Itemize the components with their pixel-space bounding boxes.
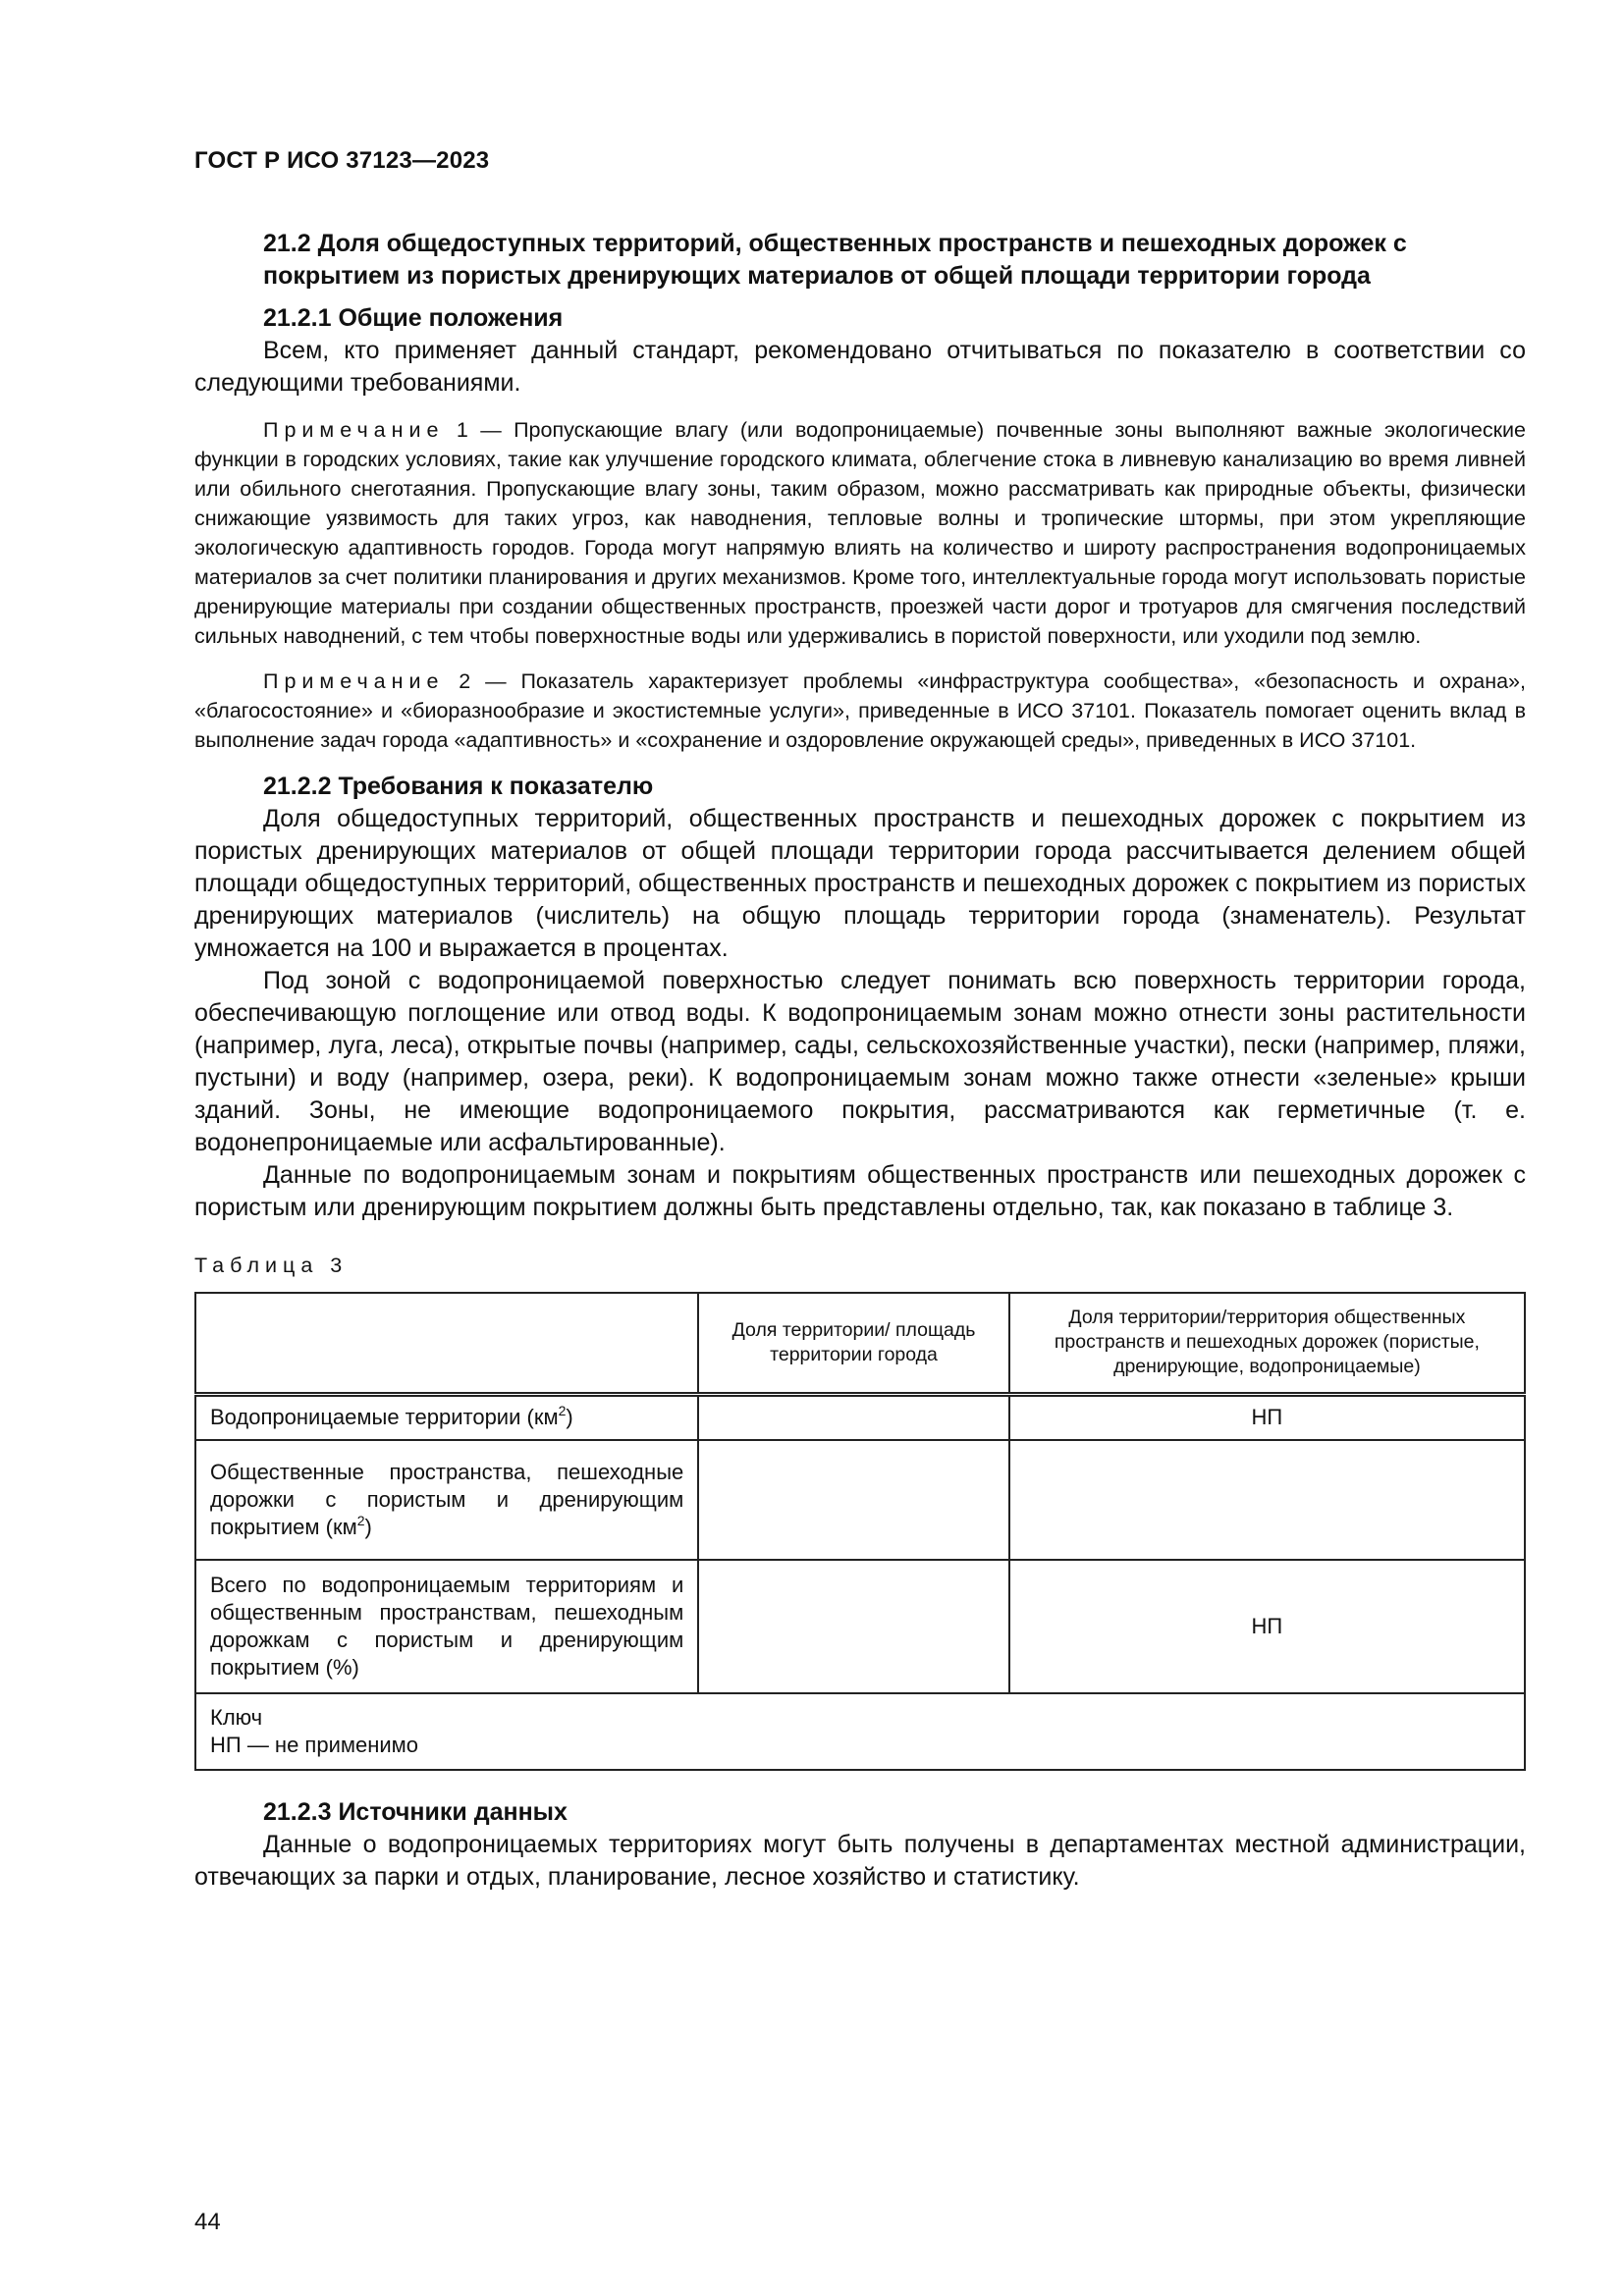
table-header-row — [195, 1293, 1525, 1394]
table-cell — [698, 1560, 1009, 1693]
subsection-title-general: 21.2.1 Общие положения — [263, 304, 564, 332]
document-header: ГОСТ Р ИСО 37123—2023 — [194, 147, 490, 174]
paragraph-requirements-1: Доля общедоступных территорий, общественных пространств и пешеходных дорожек с покрытием из пористых дренирующих материалов от общей площади территории города рассчитывается делением общей площади общедоступных территорий, общественных пространств и пешеходных дорожек с покрытием из пористых дренирующих материалов (числитель) на общую площадь территории города (знаменатель). Результат умножается на 100 и выражается в процентах. — [194, 805, 1526, 962]
row1-label-close: ) — [566, 1405, 573, 1430]
table-caption: Таблица 3 — [194, 1254, 349, 1277]
table-header-empty — [195, 1293, 698, 1394]
subsection-title-requirements: 21.2.2 Требования к показателю — [263, 773, 654, 800]
note-1-label: Примечание — [263, 418, 445, 442]
note-2 — [194, 667, 1526, 755]
table-key-title: Ключ — [210, 1705, 263, 1730]
table-row-label: Всего по водопроницаемым территориям и общественным пространствам, пешеходным дорожкам с пористым и дренирующим покрытием (%) — [195, 1560, 698, 1693]
note-1-text: 1 — Пропускающие влагу (или водопроницаемые) почвенные зоны выполняют важные экологические функции в городских условиях, такие как улучшение городского климата, облегчение стока в ливневую канализацию во время ливней или обильного снеготаяния. Пропускающие влагу зоны, таким образом, можно рассматривать как природные объекты, физически снижающие уязвимость для таких угроз, как наводнения, тепловые волны и тропические штормы, при этом укрепляющие экологическую адаптивность городов. Города могут напрямую влиять на количество и широту распространения водопроницаемых материалов за счет политики планирования и других механизмов. Кроме того, интеллектуальные города могут использовать пористые дренирующие материалы при создании общественных пространств, проезжей части дорог и тротуаров для смягчения последствий сильных наводнений, с тем чтобы поверхностные воды или удерживались в пористой поверхности, или уходили под землю. — [194, 418, 1526, 648]
row2-label-close: ) — [364, 1515, 372, 1539]
row2-label-sup: 2 — [356, 1513, 365, 1528]
row1-label-sup: 2 — [558, 1403, 567, 1419]
table-cell — [698, 1440, 1009, 1560]
table-cell — [698, 1394, 1009, 1440]
paragraph-general: Всем, кто применяет данный стандарт, рекомендовано отчитываться по показателю в соответствии со следующими требованиями. — [194, 337, 1526, 397]
data-table — [194, 1292, 1526, 1771]
page-number: 44 — [194, 2209, 221, 2235]
table-cell: НП — [1009, 1394, 1525, 1440]
table-key-text: НП — не применимо — [210, 1733, 419, 1757]
note-2-text: 2 — Показатель характеризует проблемы «инфраструктура сообщества», «безопасность и охрана», «благосостояние» и «биоразнообразие и экостистемные услуги», приведенные в ИСО 37101. Показатель помогает оценить вклад в выполнение задач города «адаптивность» и «сохранение и оздоровление окружающей среды», приведенных в ИСО 37101. — [194, 669, 1526, 752]
row1-label-text: Водопроницаемые территории (км — [210, 1405, 559, 1430]
table-key-row — [195, 1693, 1525, 1770]
table-row-label — [195, 1394, 698, 1440]
subsection-title-sources: 21.2.3 Источники данных — [263, 1798, 568, 1826]
paragraph-sources: Данные о водопроницаемых территориях могут быть получены в департаментах местной администрации, отвечающих за парки и отдых, планирование, лесное хозяйство и статистику. — [194, 1831, 1526, 1891]
table-row — [195, 1394, 1525, 1440]
section-title: 21.2 Доля общедоступных территорий, общественных пространств и пешеходных дорожек с покрытием из пористых дренирующих материалов от общей площади территории города — [263, 230, 1407, 290]
paragraph-requirements-2: Под зоной с водопроницаемой поверхностью следует понимать всю поверхность территории города, обеспечивающую поглощение или отвод воды. К водопроницаемым зонам можно отнести зоны растительности (например, луга, леса), открытые почвы (например, сады, сельскохозяйственные участки), пески (например, пляжи, пустыни) и воду (например, озера, реки). К водопроницаемым зонам можно также отнести «зеленые» крыши зданий. Зоны, не имеющие водопроницаемого покрытия, рассматриваются как герметичные (т. е. водонепроницаемые или асфальтированные). — [194, 967, 1526, 1156]
table-row — [195, 1440, 1525, 1560]
table-row — [195, 1560, 1525, 1693]
row2-label-text: Общественные пространства, пешеходные дорожки с пористым и дренирующим покрытием (км — [210, 1460, 684, 1539]
table-row-label — [195, 1440, 698, 1560]
note-2-label: Примечание — [263, 669, 445, 693]
paragraph-requirements-3: Данные по водопроницаемым зонам и покрытиям общественных пространств или пешеходных дорожек с пористым или дренирующим покрытием должны быть представлены отдельно, так, как показано в таблице 3. — [194, 1161, 1526, 1221]
table-cell — [1009, 1440, 1525, 1560]
table-header-col2: Доля территории/территория общественных пространств и пешеходных дорожек (пористые, дренирующие, водопроницаемые) — [1009, 1293, 1525, 1394]
table-key — [195, 1693, 1525, 1770]
document-body — [194, 228, 1526, 1894]
note-1 — [194, 415, 1526, 651]
table-cell: НП — [1009, 1560, 1525, 1693]
table-header-col1: Доля территории/ площадь территории города — [698, 1293, 1009, 1394]
